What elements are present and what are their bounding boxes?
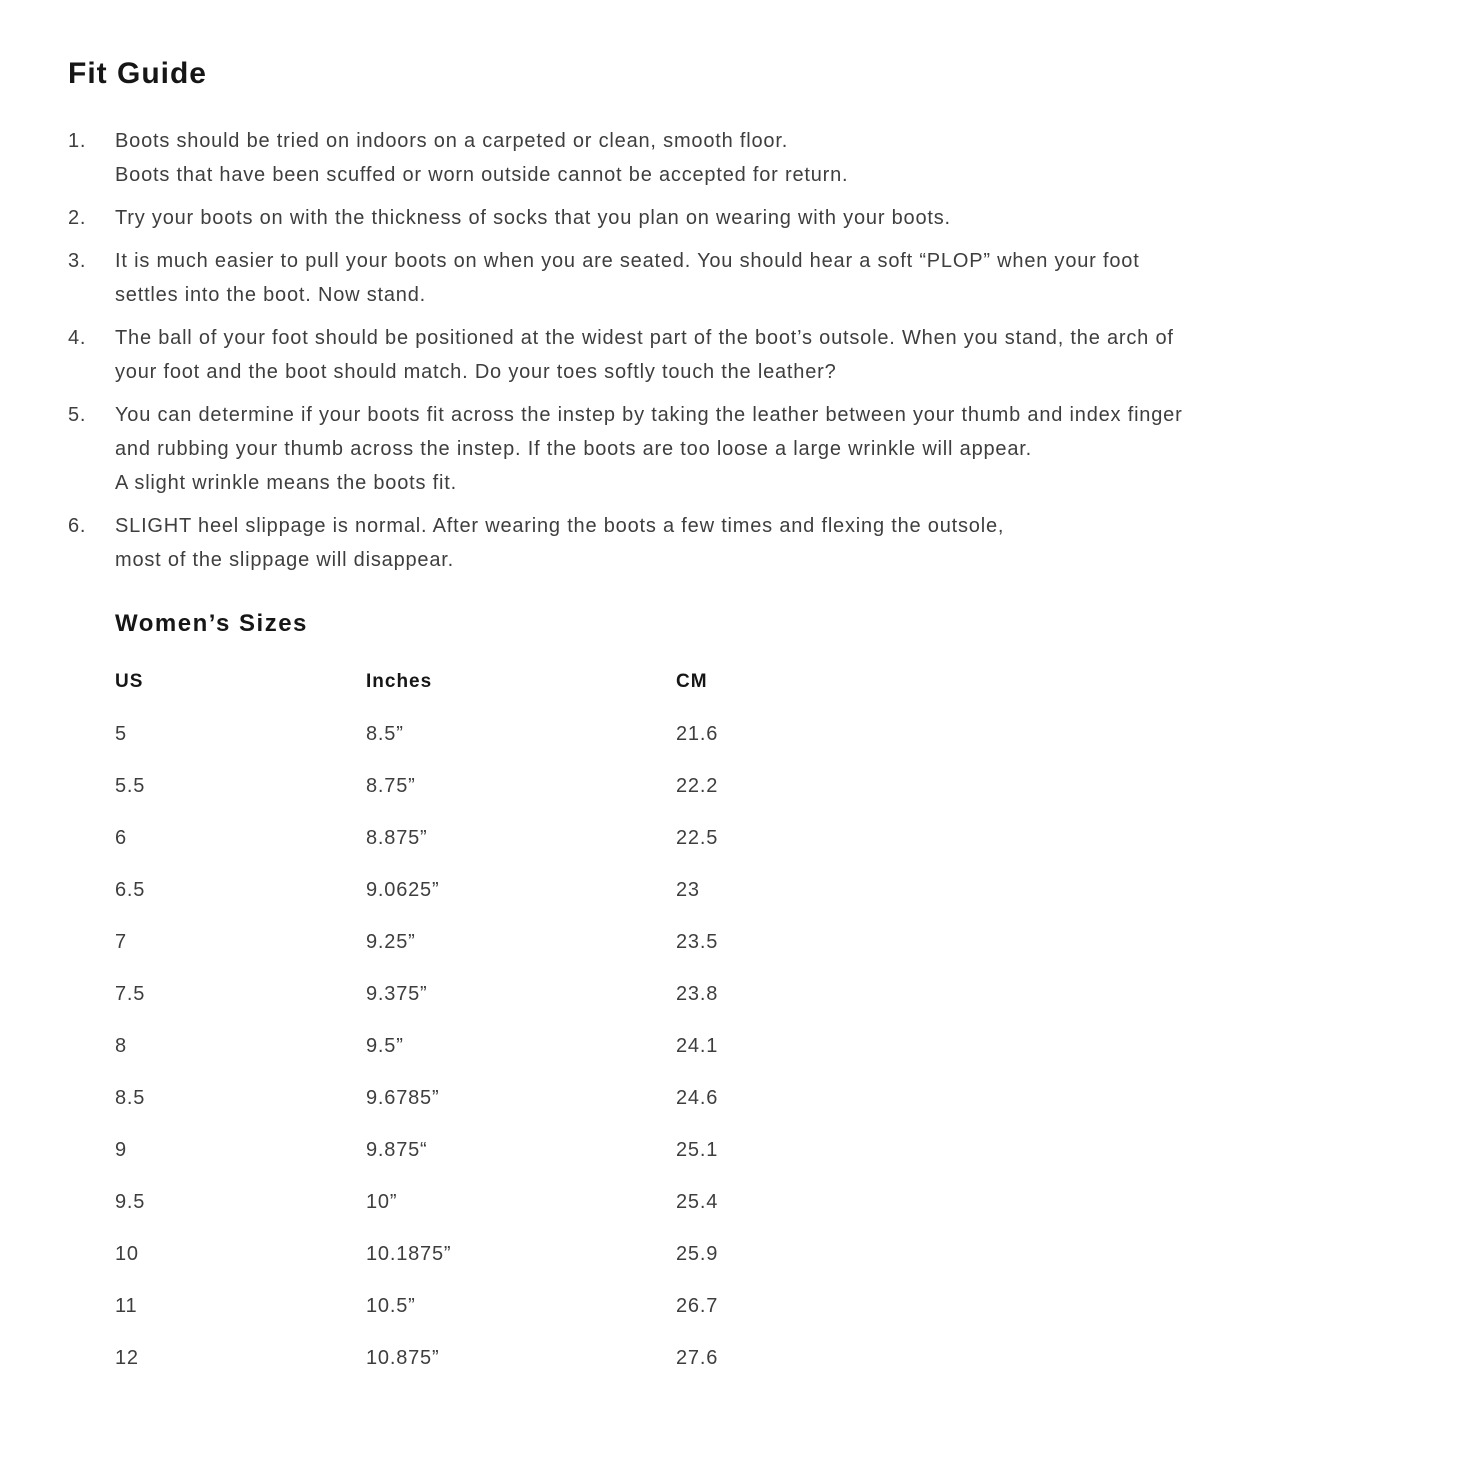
cell-inches: 10.1875” xyxy=(366,1242,452,1265)
instruction-line: The ball of your foot should be positioned at the widest part of the boot’s outsole. When you stand, the arch of xyxy=(115,327,1174,349)
cell-us: 5.5 xyxy=(115,774,146,797)
cell-us: 8 xyxy=(115,1034,127,1057)
cell-us: 9 xyxy=(115,1138,127,1161)
instruction-number: 6. xyxy=(68,515,87,537)
instruction-line: It is much easier to pull your boots on when you are seated. You should hear a soft “PLOP” when your foot xyxy=(115,250,1140,272)
table-row xyxy=(115,1280,786,1332)
cell-us: 8.5 xyxy=(115,1086,146,1109)
cell-inches: 8.875” xyxy=(366,826,428,849)
cell-cm: 26.7 xyxy=(676,1294,719,1317)
table-row xyxy=(115,1332,786,1384)
table-row xyxy=(115,812,786,864)
cell-us: 6.5 xyxy=(115,878,146,901)
instruction-text xyxy=(115,509,1004,577)
table-row xyxy=(115,760,786,812)
table-row xyxy=(115,1020,786,1072)
instruction-line: and rubbing your thumb across the instep. If the boots are too loose a large wrinkle will appear. xyxy=(115,438,1032,460)
cell-cm: 23 xyxy=(676,878,700,901)
table-row xyxy=(115,708,786,760)
instruction-line: A slight wrinkle means the boots fit. xyxy=(115,472,457,494)
cell-inches: 8.5” xyxy=(366,722,404,745)
instruction-number: 4. xyxy=(68,327,87,349)
cell-us: 6 xyxy=(115,826,127,849)
instruction-number: 2. xyxy=(68,207,87,229)
cell-cm: 23.5 xyxy=(676,930,719,953)
cell-cm: 25.1 xyxy=(676,1138,719,1161)
cell-inches: 9.0625” xyxy=(366,878,440,901)
instruction-text xyxy=(115,398,1183,500)
cell-cm: 24.1 xyxy=(676,1034,719,1057)
instruction-item-4 xyxy=(68,321,1430,389)
table-row xyxy=(115,1072,786,1124)
cell-us: 5 xyxy=(115,722,127,745)
table-row xyxy=(115,916,786,968)
table-row xyxy=(115,1228,786,1280)
cell-cm: 25.4 xyxy=(676,1190,719,1213)
instruction-line: your foot and the boot should match. Do your toes softly touch the leather? xyxy=(115,361,837,383)
instruction-text xyxy=(115,124,848,192)
sizes-table-header-row xyxy=(115,656,786,708)
column-header-cm: CM xyxy=(676,671,708,692)
page-title: Fit Guide xyxy=(68,57,207,90)
instruction-item-6 xyxy=(68,509,1430,577)
cell-cm: 23.8 xyxy=(676,982,719,1005)
sizes-heading: Women’s Sizes xyxy=(115,610,308,637)
womens-sizes-section xyxy=(68,609,1430,1384)
cell-cm: 24.6 xyxy=(676,1086,719,1109)
cell-inches: 8.75” xyxy=(366,774,416,797)
cell-cm: 22.2 xyxy=(676,774,719,797)
fit-instructions-list xyxy=(68,124,1430,577)
instruction-line: Boots should be tried on indoors on a carpeted or clean, smooth floor. xyxy=(115,130,789,152)
instruction-text xyxy=(115,201,951,235)
instruction-item-5 xyxy=(68,398,1430,500)
cell-cm: 25.9 xyxy=(676,1242,719,1265)
instruction-line: SLIGHT heel slippage is normal. After wearing the boots a few times and flexing the outsole, xyxy=(115,515,1005,537)
cell-inches: 10” xyxy=(366,1190,398,1213)
cell-us: 11 xyxy=(115,1294,138,1317)
cell-inches: 9.875“ xyxy=(366,1138,428,1161)
cell-us: 9.5 xyxy=(115,1190,146,1213)
instruction-number: 3. xyxy=(68,250,87,272)
column-header-us: US xyxy=(115,671,144,692)
cell-us: 7.5 xyxy=(115,982,146,1005)
cell-inches: 9.6785” xyxy=(366,1086,440,1109)
table-row xyxy=(115,864,786,916)
instruction-number: 1. xyxy=(68,130,87,152)
cell-inches: 9.375” xyxy=(366,982,428,1005)
sizes-table xyxy=(115,656,786,1384)
cell-us: 12 xyxy=(115,1346,139,1369)
instruction-item-1 xyxy=(68,124,1430,192)
column-header-inches: Inches xyxy=(366,671,433,692)
sizes-table-body xyxy=(115,708,786,1384)
cell-inches: 10.875” xyxy=(366,1346,440,1369)
cell-cm: 21.6 xyxy=(676,722,719,745)
instruction-text xyxy=(115,321,1174,389)
instruction-line: most of the slippage will disappear. xyxy=(115,549,454,571)
table-row xyxy=(115,1176,786,1228)
table-row xyxy=(115,968,786,1020)
instruction-number: 5. xyxy=(68,404,87,426)
cell-inches: 9.5” xyxy=(366,1034,404,1057)
instruction-text xyxy=(115,244,1140,312)
instruction-item-2 xyxy=(68,201,1430,235)
table-row xyxy=(115,1124,786,1176)
instruction-line: Try your boots on with the thickness of socks that you plan on wearing with your boots. xyxy=(115,207,951,229)
instruction-item-3 xyxy=(68,244,1430,312)
cell-cm: 27.6 xyxy=(676,1346,719,1369)
cell-cm: 22.5 xyxy=(676,826,719,849)
cell-us: 10 xyxy=(115,1242,139,1265)
cell-us: 7 xyxy=(115,930,127,953)
instruction-line: Boots that have been scuffed or worn outside cannot be accepted for return. xyxy=(115,164,849,186)
instruction-line: You can determine if your boots fit across the instep by taking the leather between your thumb and index finger xyxy=(115,404,1183,426)
instruction-line: settles into the boot. Now stand. xyxy=(115,284,427,306)
cell-inches: 10.5” xyxy=(366,1294,416,1317)
cell-inches: 9.25” xyxy=(366,930,416,953)
